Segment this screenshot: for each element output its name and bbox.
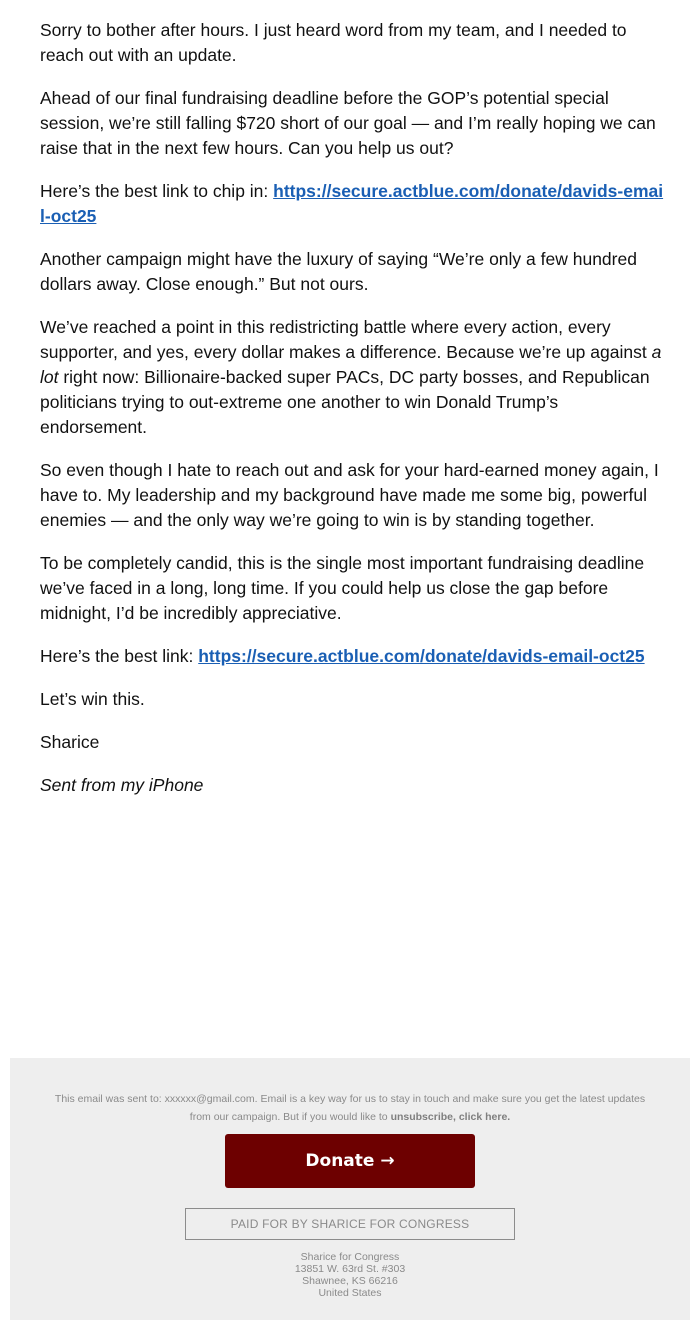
unsubscribe-link[interactable]: unsubscribe, click here.: [390, 1111, 511, 1123]
closing-line: Let’s win this.: [40, 689, 145, 709]
paragraph-ask: So even though I hate to reach out and ask for your hard-earned money again, I have to. My leadership and my background have made me some big, powerful enemies — and the only way we’re going to win is by standing together.: [40, 460, 659, 530]
email-footer: [10, 1058, 690, 1320]
email-body: [40, 18, 665, 816]
link-2-prefix: Here’s the best link:: [40, 646, 199, 666]
address-line: 13851 W. 63rd St. #303: [294, 1263, 406, 1275]
battle-text-b: right now: Billionaire-backed super PACs, DC party bosses, and Republican politicians trying to out-extreme one another to win Donald Trump’s endorsement.: [40, 367, 650, 437]
sent-from-device: Sent from my iPhone: [40, 775, 204, 795]
signature: Sharice: [40, 732, 100, 752]
footer-notice-text: This email was sent to: xxxxxx@gmail.com. Email is a key way for us to stay in touch and make sure you get the latest updates from our campaign. But if you would like to: [54, 1093, 646, 1123]
paragraph-link-1: [40, 179, 665, 229]
donate-link-1[interactable]: https://secure.actblue.com/donate/davids-email-oct25: [40, 181, 664, 226]
address-line: Shawnee, KS 66216: [302, 1275, 398, 1287]
paragraph-goal: Ahead of our final fundraising deadline before the GOP’s potential special session, we’re still falling $720 short of our goal — and I’m really hoping we can raise that in the next few hours. Can you help us out?: [40, 88, 656, 158]
address-line: Sharice for Congress: [300, 1251, 400, 1263]
paragraph-intro: Sorry to bother after hours. I just heard word from my team, and I needed to reach out with an update.: [40, 20, 627, 65]
link-1-prefix: Here’s the best link to chip in:: [40, 181, 274, 201]
paragraph-luxury: Another campaign might have the luxury of saying “We’re only a few hundred dollars away. Close enough.” But not ours.: [40, 249, 637, 294]
footer-notice: [50, 1090, 650, 1126]
donate-link-2[interactable]: https://secure.actblue.com/donate/davids-email-oct25: [198, 646, 645, 666]
donate-button[interactable]: Donate →: [225, 1134, 475, 1188]
paragraph-deadline: To be completely candid, this is the single most important fundraising deadline we’ve faced in a long, long time. If you could help us close the gap before midnight, I’d be incredibly appreciative.: [40, 553, 645, 623]
mailing-address: [250, 1251, 450, 1299]
battle-emphasis: a lot: [40, 342, 662, 387]
address-line: United States: [318, 1287, 382, 1299]
paid-for-disclaimer: PAID FOR BY SHARICE FOR CONGRESS: [185, 1208, 515, 1240]
paragraph-link-2: [40, 644, 665, 669]
paragraph-battle: [40, 315, 665, 440]
battle-text-a: We’ve reached a point in this redistricting battle where every action, every supporter, and yes, every dollar makes a difference. Because we’re up against: [40, 317, 652, 362]
